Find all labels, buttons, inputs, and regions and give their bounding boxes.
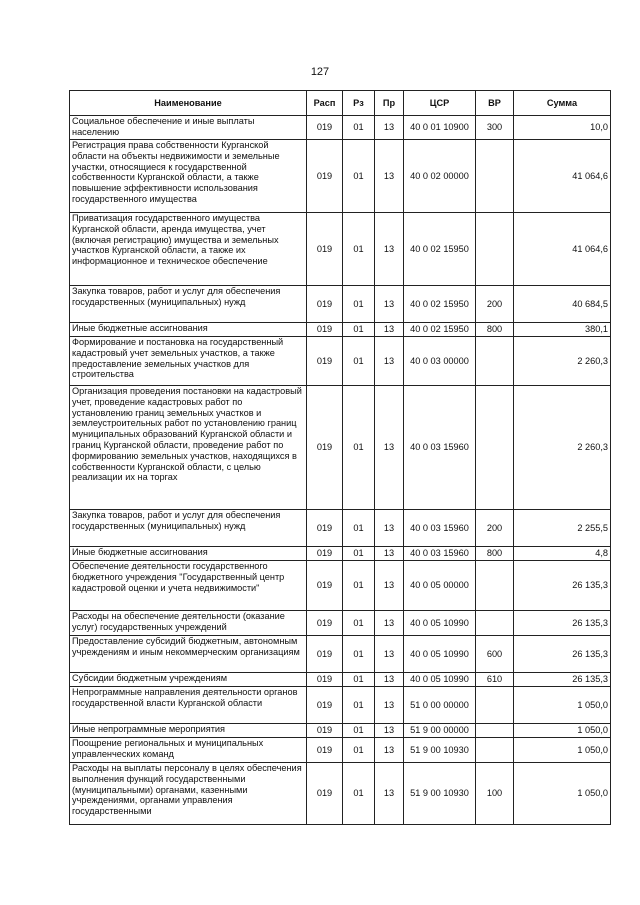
cell-vr — [476, 611, 514, 636]
cell-csr: 40 0 03 15960 — [404, 510, 476, 547]
cell-pr: 13 — [375, 724, 404, 738]
table-row — [70, 140, 611, 213]
cell-csr: 40 0 05 10990 — [404, 673, 476, 687]
cell-sum: 380,1 — [514, 323, 611, 337]
cell-vr — [476, 140, 514, 213]
cell-sum: 40 684,5 — [514, 286, 611, 323]
cell-pr: 13 — [375, 738, 404, 763]
cell-pr: 13 — [375, 510, 404, 547]
cell-csr: 40 0 01 10900 — [404, 116, 476, 140]
cell-sum: 41 064,6 — [514, 140, 611, 213]
cell-sum: 1 050,0 — [514, 724, 611, 738]
table-row — [70, 687, 611, 724]
column-header-name: Наименование — [70, 91, 307, 116]
cell-rz: 01 — [343, 724, 375, 738]
table-row — [70, 213, 611, 286]
cell-rz: 01 — [343, 213, 375, 286]
cell-name: Организация проведения постановки на кадастровый учет, проведение кадастровых работ по установлению границ земельных участков и землеустроительных работ по установлению границ муниципальных образований Курганской области и границ Курганской области, проведение работ по формированию земельных участков, находящихся в собственности Курганской области, с целью реализации их на торгах — [70, 386, 307, 510]
cell-pr: 13 — [375, 611, 404, 636]
cell-csr: 51 9 00 10930 — [404, 738, 476, 763]
cell-csr: 40 0 05 00000 — [404, 561, 476, 611]
table-row — [70, 386, 611, 510]
column-header-pr: Пр — [375, 91, 404, 116]
table-row — [70, 738, 611, 763]
table-row — [70, 724, 611, 738]
column-header-csr: ЦСР — [404, 91, 476, 116]
cell-rz: 01 — [343, 547, 375, 561]
cell-rz: 01 — [343, 561, 375, 611]
cell-sum: 1 050,0 — [514, 763, 611, 825]
cell-vr: 800 — [476, 323, 514, 337]
cell-csr: 51 9 00 10930 — [404, 763, 476, 825]
cell-name: Обеспечение деятельности государственного бюджетного учреждения "Государственный центр кадастровой оценки и учета недвижимости" — [70, 561, 307, 611]
cell-csr: 40 0 03 00000 — [404, 337, 476, 386]
cell-vr — [476, 386, 514, 510]
cell-vr: 100 — [476, 763, 514, 825]
cell-sum: 2 260,3 — [514, 386, 611, 510]
cell-rasp: 019 — [307, 636, 343, 673]
cell-name: Иные непрограммные мероприятия — [70, 724, 307, 738]
table-body — [70, 116, 611, 825]
cell-rasp: 019 — [307, 510, 343, 547]
cell-pr: 13 — [375, 213, 404, 286]
table-row — [70, 636, 611, 673]
cell-csr: 51 0 00 00000 — [404, 687, 476, 724]
cell-csr: 40 0 05 10990 — [404, 636, 476, 673]
cell-rz: 01 — [343, 611, 375, 636]
cell-rasp: 019 — [307, 547, 343, 561]
cell-vr: 200 — [476, 510, 514, 547]
cell-rasp: 019 — [307, 687, 343, 724]
cell-name: Субсидии бюджетным учреждениям — [70, 673, 307, 687]
cell-pr: 13 — [375, 337, 404, 386]
table-row — [70, 323, 611, 337]
cell-rz: 01 — [343, 510, 375, 547]
cell-pr: 13 — [375, 673, 404, 687]
table-header-row — [70, 91, 611, 116]
cell-name: Предоставление субсидий бюджетным, автономным учреждениям и иным некоммерческим организациям — [70, 636, 307, 673]
cell-sum: 26 135,3 — [514, 636, 611, 673]
cell-vr — [476, 337, 514, 386]
cell-name: Закупка товаров, работ и услуг для обеспечения государственных (муниципальных) нужд — [70, 286, 307, 323]
cell-vr: 200 — [476, 286, 514, 323]
table-row — [70, 561, 611, 611]
cell-name: Приватизация государственного имущества Курганской области, аренда имущества, учет (включая регистрацию) имущества и земельных участков Курганской области, а также их информационное и техническое обеспечение — [70, 213, 307, 286]
cell-csr: 40 0 02 00000 — [404, 140, 476, 213]
cell-vr: 600 — [476, 636, 514, 673]
cell-csr: 40 0 03 15960 — [404, 547, 476, 561]
cell-rasp: 019 — [307, 561, 343, 611]
table-row — [70, 337, 611, 386]
cell-sum: 1 050,0 — [514, 687, 611, 724]
table-row — [70, 763, 611, 825]
table-row — [70, 116, 611, 140]
cell-rasp: 019 — [307, 738, 343, 763]
cell-sum: 4,8 — [514, 547, 611, 561]
column-header-rasp: Расп — [307, 91, 343, 116]
cell-rasp: 019 — [307, 140, 343, 213]
cell-vr: 610 — [476, 673, 514, 687]
cell-rz: 01 — [343, 738, 375, 763]
cell-csr: 40 0 02 15950 — [404, 213, 476, 286]
cell-sum: 26 135,3 — [514, 673, 611, 687]
cell-rz: 01 — [343, 337, 375, 386]
cell-name: Иные бюджетные ассигнования — [70, 323, 307, 337]
column-header-rz: Рз — [343, 91, 375, 116]
cell-sum: 26 135,3 — [514, 611, 611, 636]
cell-rasp: 019 — [307, 116, 343, 140]
cell-vr — [476, 561, 514, 611]
cell-rasp: 019 — [307, 673, 343, 687]
cell-rasp: 019 — [307, 763, 343, 825]
cell-name: Социальное обеспечение и иные выплаты населению — [70, 116, 307, 140]
cell-name: Расходы на обеспечение деятельности (оказание услуг) государственных учреждений — [70, 611, 307, 636]
page-number: 127 — [310, 66, 330, 78]
cell-rz: 01 — [343, 116, 375, 140]
cell-vr — [476, 687, 514, 724]
cell-pr: 13 — [375, 323, 404, 337]
cell-rz: 01 — [343, 673, 375, 687]
cell-sum: 2 260,3 — [514, 337, 611, 386]
cell-vr — [476, 213, 514, 286]
cell-rz: 01 — [343, 636, 375, 673]
cell-pr: 13 — [375, 561, 404, 611]
cell-rasp: 019 — [307, 323, 343, 337]
column-header-sum: Сумма — [514, 91, 611, 116]
cell-sum: 10,0 — [514, 116, 611, 140]
cell-sum: 2 255,5 — [514, 510, 611, 547]
table-row — [70, 547, 611, 561]
table-row — [70, 286, 611, 323]
cell-csr: 51 9 00 00000 — [404, 724, 476, 738]
cell-pr: 13 — [375, 547, 404, 561]
cell-rz: 01 — [343, 140, 375, 213]
cell-pr: 13 — [375, 116, 404, 140]
cell-rasp: 019 — [307, 286, 343, 323]
cell-name: Закупка товаров, работ и услуг для обеспечения государственных (муниципальных) нужд — [70, 510, 307, 547]
cell-rz: 01 — [343, 386, 375, 510]
cell-rz: 01 — [343, 323, 375, 337]
cell-sum: 1 050,0 — [514, 738, 611, 763]
table-row — [70, 611, 611, 636]
cell-pr: 13 — [375, 636, 404, 673]
cell-rasp: 019 — [307, 386, 343, 510]
cell-sum: 26 135,3 — [514, 561, 611, 611]
cell-sum: 41 064,6 — [514, 213, 611, 286]
cell-pr: 13 — [375, 687, 404, 724]
table-row — [70, 510, 611, 547]
cell-csr: 40 0 02 15950 — [404, 286, 476, 323]
cell-name: Формирование и постановка на государственный кадастровый учет земельных участков, а также предоставление земельных участков для строительства — [70, 337, 307, 386]
cell-vr — [476, 724, 514, 738]
cell-rasp: 019 — [307, 337, 343, 386]
cell-name: Поощрение региональных и муниципальных управленческих команд — [70, 738, 307, 763]
cell-pr: 13 — [375, 763, 404, 825]
cell-vr: 800 — [476, 547, 514, 561]
cell-pr: 13 — [375, 286, 404, 323]
cell-rasp: 019 — [307, 213, 343, 286]
cell-name: Непрограммные направления деятельности органов государственной власти Курганской области — [70, 687, 307, 724]
cell-name: Расходы на выплаты персоналу в целях обеспечения выполнения функций государственными (муниципальными) органами, казенными учреждениями, органами управления государственными — [70, 763, 307, 825]
cell-name: Регистрация права собственности Курганской области на объекты недвижимости и земельные участки, относящиеся к государственной собственности Курганской области, а также повышение эффективности использования государственного имущества — [70, 140, 307, 213]
cell-csr: 40 0 05 10990 — [404, 611, 476, 636]
cell-rz: 01 — [343, 763, 375, 825]
budget-table — [69, 90, 611, 825]
cell-rz: 01 — [343, 687, 375, 724]
cell-rasp: 019 — [307, 611, 343, 636]
cell-pr: 13 — [375, 386, 404, 510]
table-row — [70, 673, 611, 687]
cell-rz: 01 — [343, 286, 375, 323]
column-header-vr: ВР — [476, 91, 514, 116]
cell-rasp: 019 — [307, 724, 343, 738]
cell-name: Иные бюджетные ассигнования — [70, 547, 307, 561]
cell-vr: 300 — [476, 116, 514, 140]
cell-csr: 40 0 02 15950 — [404, 323, 476, 337]
cell-pr: 13 — [375, 140, 404, 213]
cell-vr — [476, 738, 514, 763]
cell-csr: 40 0 03 15960 — [404, 386, 476, 510]
